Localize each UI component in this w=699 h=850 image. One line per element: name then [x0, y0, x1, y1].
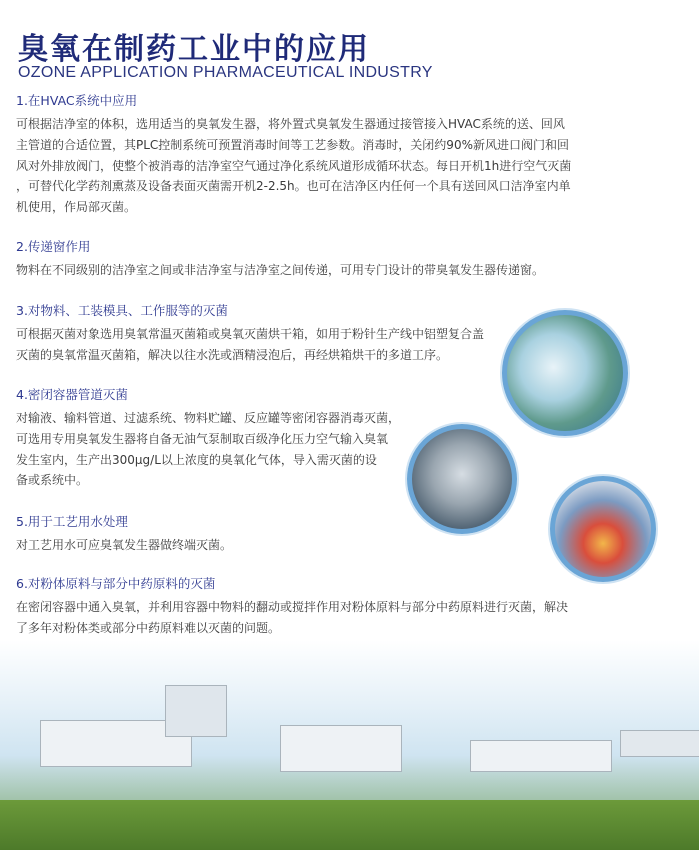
- section-text-line: 可选用专用臭氧发生器将自备无油气泵制取百级净化压力空气输入臭氧: [16, 431, 389, 446]
- medicine-pills-photo: [550, 476, 656, 582]
- section-heading: 4.密闭容器管道灭菌: [16, 387, 128, 402]
- section-heading: 6.对粉体原料与部分中药原料的灭菌: [16, 576, 216, 591]
- section-text-line: 物料在不同级别的洁净室之间或非洁净室与洁净室之间传递，可用专门设计的带臭氧发生器传递窗。: [16, 263, 545, 277]
- section-heading: 5.用于工艺用水处理: [16, 514, 128, 529]
- section-text-line: 备或系统中。: [16, 473, 89, 488]
- cleanroom-photo: [502, 310, 628, 436]
- section-powder-materials: [16, 575, 568, 639]
- section-materials: [16, 302, 484, 366]
- section-hvac: [16, 92, 571, 218]
- section-text-line: 机使用，作局部灭菌。: [16, 200, 137, 215]
- factory-panorama-photo: [0, 640, 699, 850]
- section-text-line: 了多年对粉体类或部分中药原料难以灭菌的问题。: [16, 620, 281, 635]
- page-title: 臭氧在制药工业中的应用: [18, 32, 370, 67]
- section-closed-container: [16, 386, 400, 491]
- section-text-line: 在密闭容器中通入臭氧，并利用容器中物料的翻动或搅拌作用对粉体原料与部分中药原料进行灭菌，解决: [16, 600, 569, 614]
- page-subtitle: OZONE APPLICATION PHARMACEUTICAL INDUSTRY: [18, 64, 433, 81]
- section-text-line: 对输液、输料管道、过滤系统、物料贮罐、反应罐等密闭容器消毒灭菌，: [16, 411, 401, 425]
- section-pass-box: [16, 238, 544, 281]
- section-text-line: 可根据灭菌对象选用臭氧常温灭菌箱或臭氧灭菌烘干箱，如用于粉针生产线中铝塑复合盖: [16, 327, 485, 341]
- production-line-photo: [407, 424, 517, 534]
- section-text-line: 主管道的合适位置，其PLC控制系统可预置消毒时间等工艺参数。消毒时，关闭约90%新风进口阀门和回: [16, 137, 569, 152]
- section-text-line: ，可替代化学药剂熏蒸及设备表面灭菌需开机2-2.5h。也可在洁净区内任何一个具有送回风口洁净室内单: [16, 179, 571, 194]
- section-text-line: 灭菌的臭氧常温灭菌箱，解决以往水洗或酒精浸泡后，再经烘箱烘干的多道工序。: [16, 347, 449, 362]
- section-heading: 2.传递窗作用: [16, 239, 91, 254]
- section-process-water: [16, 513, 232, 556]
- section-heading: 1.在HVAC系统中应用: [16, 93, 138, 108]
- section-heading: 3.对物料、工装模具、工作服等的灭菌: [16, 303, 228, 318]
- section-text-line: 发生室内，生产出300μg/L以上浓度的臭氧化气体，导入需灭菌的设: [16, 452, 377, 467]
- section-text-line: 对工艺用水可应臭氧发生器做终端灭菌。: [16, 538, 233, 552]
- section-text-line: 风对外排放阀门，使整个被消毒的洁净室空气通过净化系统风道形成循环状态。每日开机1h进行空气灭菌: [16, 158, 572, 173]
- section-text-line: 可根据洁净室的体积，选用适当的臭氧发生器，将外置式臭氧发生器通过接管接入HVAC系统的送、回风: [16, 117, 565, 131]
